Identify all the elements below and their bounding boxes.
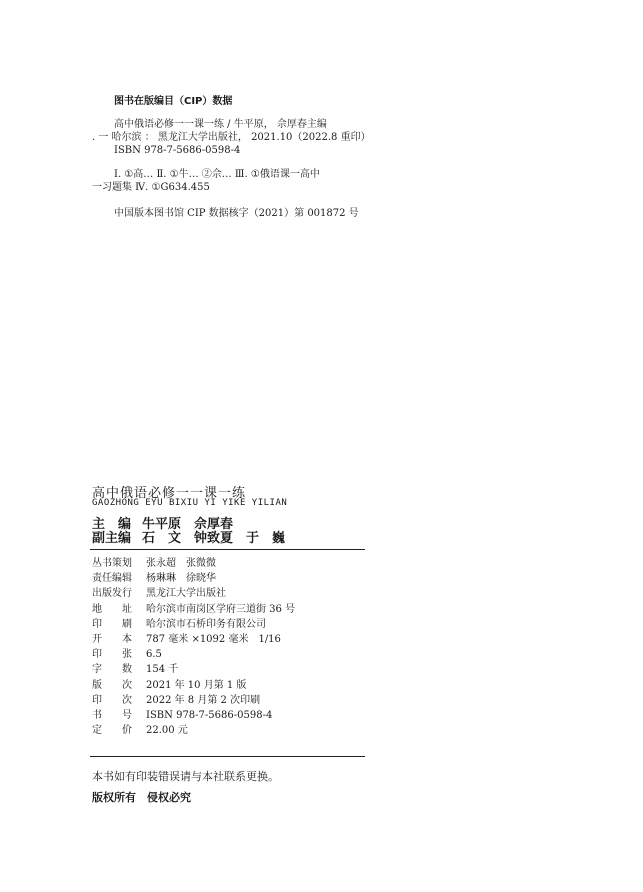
cip-line-title: 高中俄语必修一一课一练 / 牛平原， 佘厚春主编: [114, 119, 327, 130]
divider-top: [90, 549, 365, 550]
publishing-row-label: 责任编辑: [92, 573, 132, 585]
chief-editors-label: 主 编: [92, 517, 132, 532]
cip-heading: 图书在版编目（CIP）数据: [114, 96, 233, 107]
publishing-row: [92, 695, 260, 707]
publishing-row-label: 开 本: [92, 634, 132, 645]
deputy-editors-label: 副主编: [92, 531, 132, 546]
publishing-row: [92, 680, 246, 692]
publishing-row: [92, 619, 266, 631]
cip-line-classification-cont: 一习题集 Ⅳ. ①G634.455: [92, 182, 210, 193]
publishing-row-value: 787 毫米 ×1092 毫米 1/16: [146, 634, 281, 645]
publishing-row-label: 书 号: [92, 710, 132, 721]
publishing-row: [92, 710, 272, 722]
publishing-row: [92, 634, 281, 646]
copyright-statement: 版权所有 侵权必究: [92, 791, 191, 804]
publishing-row-value: 哈尔滨市石桥印务有限公司: [146, 618, 266, 630]
publishing-row: [92, 664, 178, 676]
publishing-row-label: 定 价: [92, 725, 132, 737]
divider-bottom: [90, 756, 365, 757]
publishing-row-value: 张永超 张微微: [146, 558, 216, 569]
publishing-row-label: 字 数: [92, 664, 132, 676]
publishing-row: [92, 558, 216, 570]
book-title-pinyin: GAOZHONG EYU BIXIU YI YIKE YILIAN: [92, 498, 288, 508]
cip-line-classification: Ⅰ. ①高… Ⅱ. ①牛… ②佘… Ⅲ. ①俄语课一高中: [114, 169, 320, 180]
cip-line-record-number: 中国版本图书馆 CIP 数据核字（2021）第 001872 号: [114, 208, 359, 219]
publishing-row-value: 哈尔滨市南岗区学府三道街 36 号: [146, 603, 296, 615]
publishing-row-value: 黑龙江大学出版社: [146, 588, 226, 600]
publishing-row-label: 印 次: [92, 694, 132, 706]
publishing-row-label: 丛书策划: [92, 558, 132, 569]
publishing-row-value: ISBN 978-7-5686-0598-4: [146, 710, 273, 721]
book-title: 高中俄语必修一一课一练: [92, 486, 247, 501]
deputy-editors-row: [92, 527, 285, 546]
publishing-row-label: 印 刷: [92, 618, 132, 630]
publishing-row-value: 2022 年 8 月第 2 次印刷: [146, 694, 261, 706]
publishing-row-value: 杨琳琳 徐晓华: [146, 573, 216, 585]
publishing-row: [92, 604, 295, 616]
publishing-row-value: 2021 年 10 月第 1 版: [146, 679, 247, 691]
publishing-row-label: 地 址: [92, 603, 132, 615]
publishing-row: [92, 573, 216, 585]
publishing-row: [92, 649, 162, 661]
deputy-editors-names: 石 文 钟致夏 于 巍: [142, 531, 286, 546]
publishing-row-value: 22.00 元: [146, 725, 188, 737]
cip-line-publisher: . 一 哈尔滨 ： 黑龙江大学出版社， 2021.10（2022.8 重印）: [92, 132, 371, 143]
chief-editors-names: 牛平原 佘厚春: [142, 517, 234, 532]
publishing-row-label: 版 次: [92, 679, 132, 691]
publishing-row-label: 印 张: [92, 649, 132, 661]
publishing-row: [92, 588, 226, 600]
cip-line-isbn: ISBN 978-7-5686-0598-4: [114, 145, 241, 156]
publishing-row-label: 出版发行: [92, 588, 132, 600]
publishing-row-value: 154 千: [146, 664, 179, 676]
publishing-row-value: 6.5: [146, 649, 162, 661]
print-error-notice: 本书如有印装错误请与本社联系更换。: [92, 770, 279, 783]
publishing-row: [92, 725, 188, 737]
